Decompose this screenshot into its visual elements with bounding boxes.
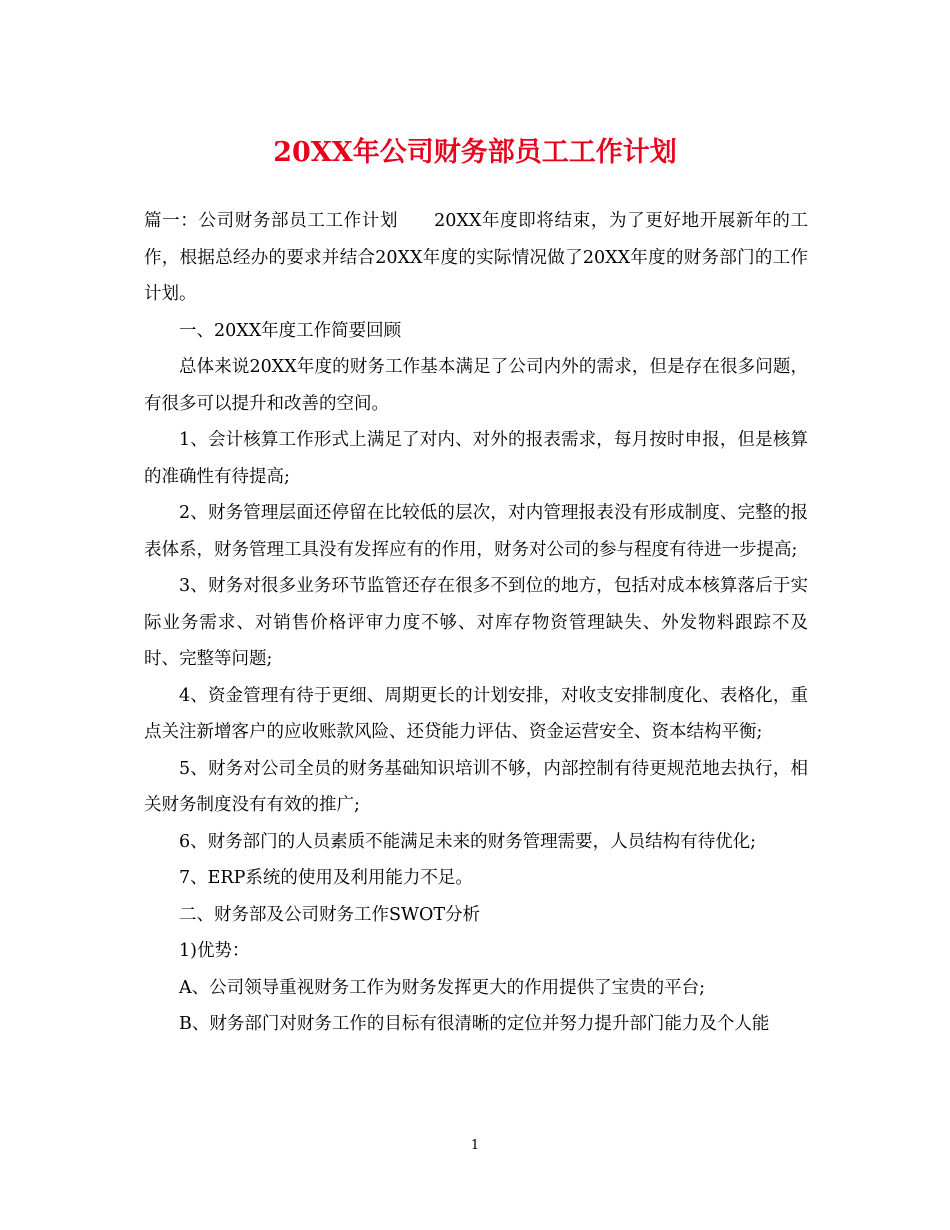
strength-item-a: A、公司领导重视财务工作为财务发挥更大的作用提供了宝贵的平台;	[179, 977, 706, 998]
intro-heading: 篇一：公司财务部员工工作计划	[144, 211, 399, 231]
list-item-7: 7、ERP系统的使用及利用能力不足。	[179, 868, 473, 888]
list-item-6: 6、财务部门的人员素质不能满足未来的财务管理需要，人员结构有待优化;	[179, 831, 757, 852]
section-heading-review: 一、20XX年度工作简要回顾	[179, 320, 402, 341]
subheading-strengths: 1)优势：	[179, 941, 250, 961]
page-number: 1	[470, 1138, 480, 1153]
list-item-1: 1、会计核算工作形式上满足了对内、对外的报表需求，每月按时申报，但是核算的准确性有待提高;	[144, 430, 808, 487]
list-item-2: 2、财务管理层面还停留在比较低的层次，对内管理报表没有形成制度、完整的报表体系，财务管理工具没有发挥应有的作用，财务对公司的参与程度有待进一步提高;	[144, 503, 808, 560]
strength-item-b: B、财务部门对财务工作的目标有很清晰的定位并努力提升部门能力及个人能	[179, 1014, 770, 1034]
intro-paragraph	[144, 203, 808, 313]
page-title: 20XX年公司财务部员工工作计划	[273, 137, 677, 168]
document-body	[144, 203, 808, 1043]
intro-text: 20XX年度即将结束，为了更好地开展新年的工作，根据总经办的要求并结合20XX年度的实际情况做了20XX年度的财务部门的工作计划。	[144, 211, 809, 304]
paragraph-overview: 总体来说20XX年度的财务工作基本满足了公司内外的需求，但是存在很多问题，有很多可以提升和改善的空间。	[144, 357, 808, 414]
list-item-4: 4、资金管理有待于更细、周期更长的计划安排，对收支安排制度化、表格化，重点关注新增客户的应收账款风险、还贷能力评估、资金运营安全、资本结构平衡;	[144, 685, 808, 742]
list-item-3: 3、财务对很多业务环节监管还存在很多不到位的地方，包括对成本核算落后于实际业务需求、对销售价格评审力度不够、对库存物资管理缺失、外发物料跟踪不及时、完整等问题;	[144, 576, 808, 669]
list-item-5: 5、财务对公司全员的财务基础知识培训不够，内部控制有待更规范地去执行，相关财务制度没有有效的推广;	[144, 758, 808, 815]
section-heading-swot: 二、财务部及公司财务工作SWOT分析	[179, 904, 480, 925]
